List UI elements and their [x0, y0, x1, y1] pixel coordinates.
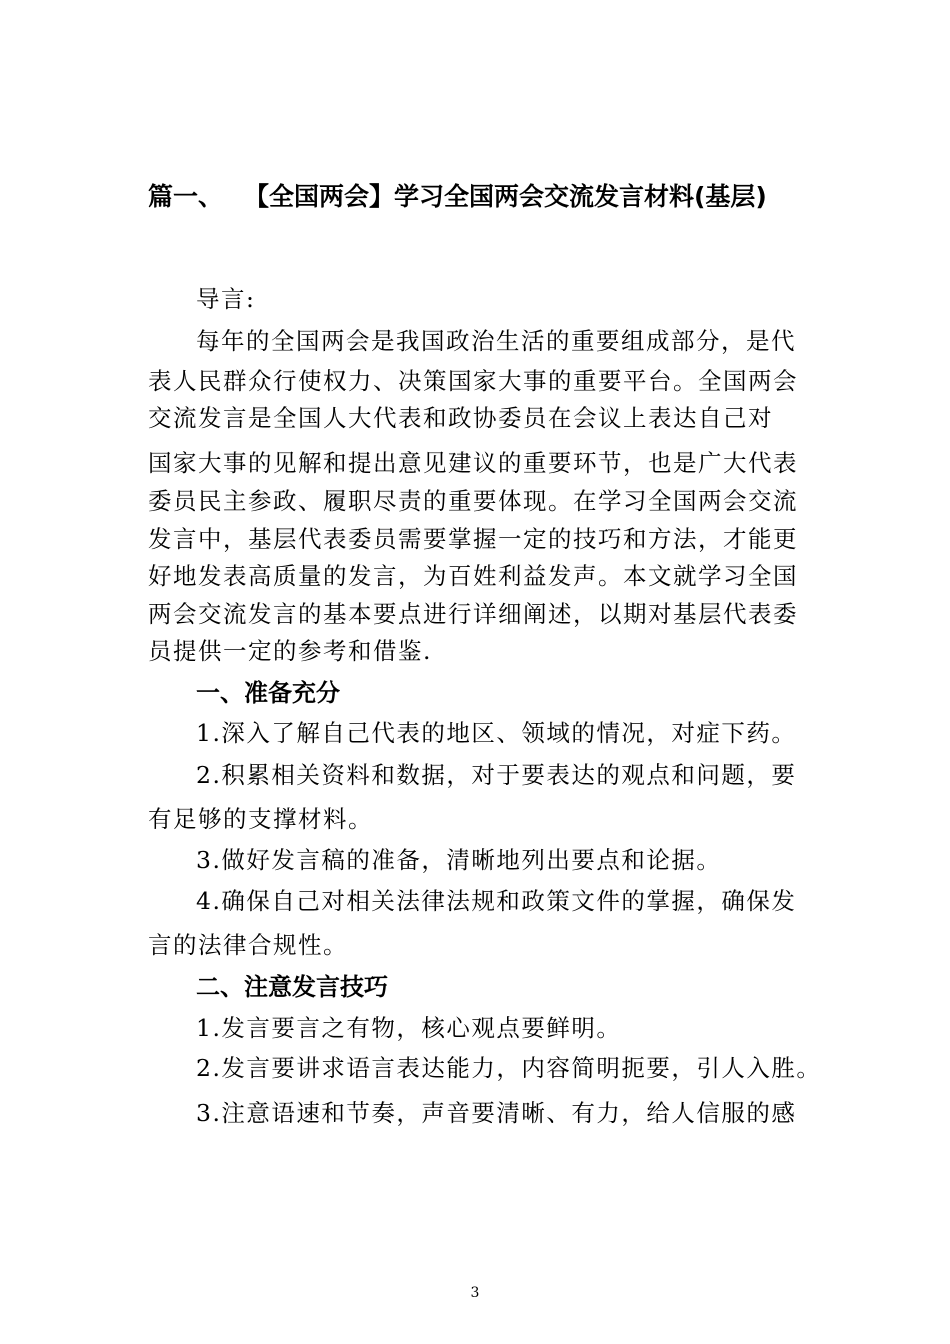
intro-line: 员提供一定的参考和借鉴. — [148, 637, 432, 665]
section2-line: 1.发言要言之有物，核心观点要鲜明。 — [196, 1014, 622, 1042]
section-heading-prepare: 一、准备充分 — [196, 679, 340, 707]
section1-line: 言的法律合规性。 — [148, 931, 348, 959]
intro-line: 表人民群众行使权力、决策国家大事的重要平台。全国两会 — [148, 367, 798, 395]
section1-line: 有足够的支撑材料。 — [148, 805, 373, 833]
section1-line: 1.深入了解自己代表的地区、领域的情况，对症下药。 — [196, 719, 797, 747]
title-prefix: 篇一、 — [148, 182, 224, 211]
section1-line: 2.积累相关资料和数据，对于要表达的观点和问题，要 — [196, 761, 797, 789]
intro-line: 每年的全国两会是我国政治生活的重要组成部分，是代 — [196, 327, 796, 355]
intro-line: 好地发表高质量的发言，为百姓利益发声。本文就学习全国 — [148, 562, 798, 590]
section1-line: 3.做好发言稿的准备，清晰地列出要点和论据。 — [196, 846, 722, 874]
section2-line: 3.注意语速和节奏，声音要清晰、有力，给人信服的感 — [196, 1099, 797, 1127]
section2-line: 2.发言要讲求语言表达能力，内容简明扼要，引人入胜。 — [196, 1054, 822, 1082]
intro-label: 导言: — [196, 285, 256, 313]
intro-line: 国家大事的见解和提出意见建议的重要环节，也是广大代表 — [148, 449, 798, 477]
intro-line: 发言中，基层代表委员需要掌握一定的技巧和方法，才能更 — [148, 525, 798, 553]
section-heading-skills: 二、注意发言技巧 — [196, 973, 388, 1001]
title-text: 【全国两会】学习全国两会交流发言材料(基层) — [244, 182, 767, 211]
page-number: 3 — [470, 1285, 480, 1301]
intro-line: 交流发言是全国人大代表和政协委员在会议上表达自己对 — [148, 404, 773, 432]
document-title — [148, 177, 767, 217]
intro-line: 委员民主参政、履职尽责的重要体现。在学习全国两会交流 — [148, 487, 798, 515]
intro-line: 两会交流发言的基本要点进行详细阐述，以期对基层代表委 — [148, 600, 798, 628]
section1-line: 4.确保自己对相关法律法规和政策文件的掌握，确保发 — [196, 887, 797, 915]
